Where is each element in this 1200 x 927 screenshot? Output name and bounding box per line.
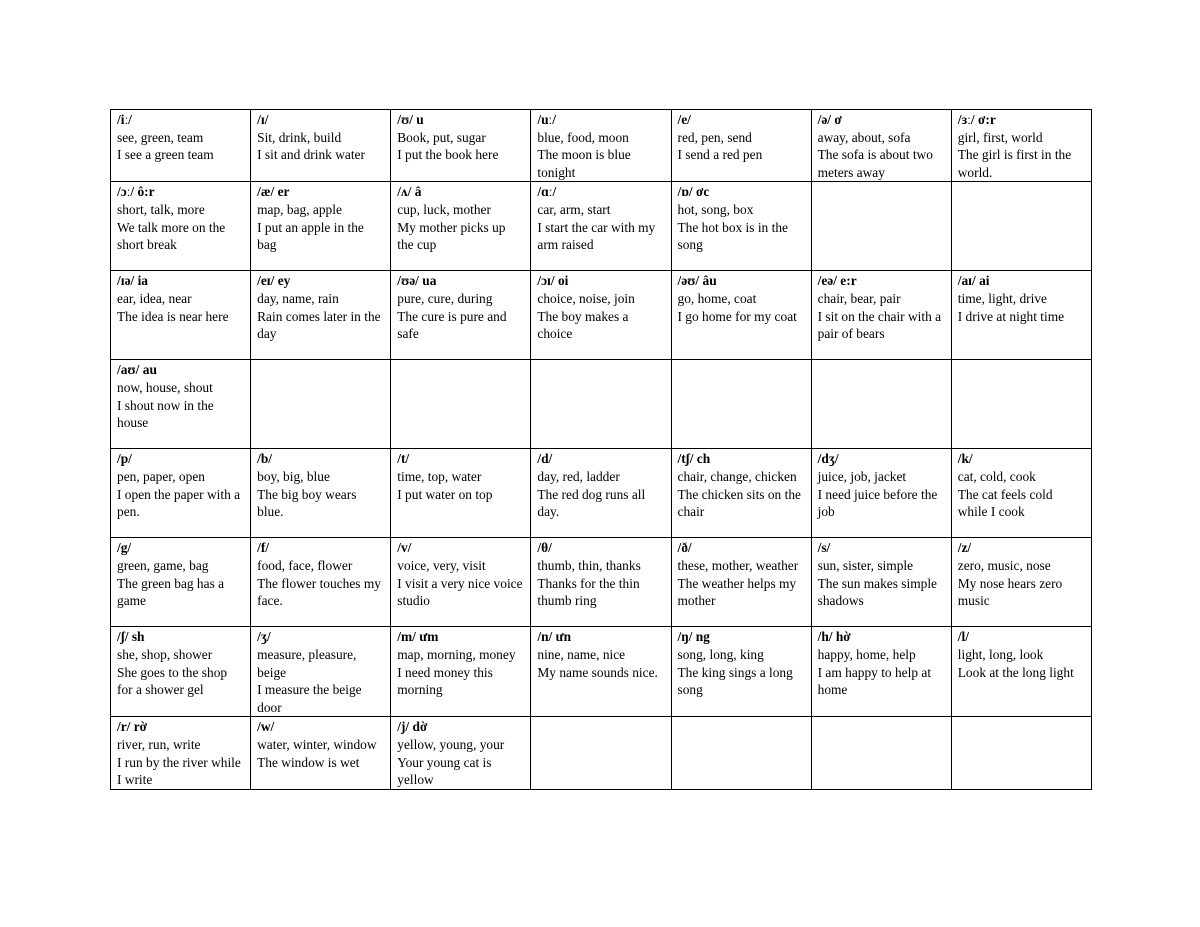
empty-cell <box>671 360 811 449</box>
example-sentence: The moon is blue tonight <box>537 147 631 180</box>
sound-cell <box>671 627 811 717</box>
phoneme-label: /eə/ e:r <box>817 273 857 289</box>
example-words: see, green, team <box>117 129 204 145</box>
table-row <box>111 182 1092 271</box>
phoneme-label: /dʒ/ <box>817 451 839 467</box>
example-words: cup, luck, mother <box>397 201 491 217</box>
table-row <box>111 717 1092 789</box>
sound-cell <box>531 110 671 182</box>
phoneme-label: /n/ ưn <box>537 629 572 645</box>
example-sentence: I measure the beige door <box>257 682 362 715</box>
empty-cell <box>531 717 671 789</box>
example-words: chair, bear, pair <box>817 290 901 306</box>
sound-cell <box>531 627 671 717</box>
example-words: Sit, drink, build <box>257 129 342 145</box>
example-sentence: I need money this morning <box>397 664 493 698</box>
example-words: day, name, rain <box>257 290 339 306</box>
table-row <box>111 538 1092 627</box>
example-words: cat, cold, cook <box>957 468 1036 484</box>
phoneme-label: /ɪə/ ia <box>117 273 148 289</box>
example-sentence: Your young cat is yellow <box>397 754 492 788</box>
example-sentence: The cure is pure and safe <box>397 308 507 342</box>
sound-cell <box>671 110 811 182</box>
empty-cell <box>951 182 1091 271</box>
phonetic-table <box>110 109 1092 790</box>
example-words: red, pen, send <box>677 129 752 145</box>
phoneme-label: /k/ <box>957 451 973 467</box>
example-sentence: The flower touches my face. <box>257 575 381 609</box>
example-sentence: I sit on the chair with a pair of bears <box>817 308 942 342</box>
example-words: river, run, write <box>117 736 201 752</box>
sound-cell <box>251 110 391 182</box>
empty-cell <box>811 360 951 449</box>
phoneme-label: /əʊ/ âu <box>677 273 717 289</box>
example-sentence: I drive at night time <box>957 308 1065 324</box>
phoneme-label: /iː/ <box>117 112 132 127</box>
sound-cell <box>111 538 251 627</box>
sound-cell <box>251 182 391 271</box>
phoneme-label: /b/ <box>257 451 273 467</box>
phoneme-label: /eɪ/ ey <box>257 273 291 289</box>
sound-cell <box>531 182 671 271</box>
empty-cell <box>671 717 811 789</box>
example-sentence: Thanks for the thin thumb ring <box>537 575 640 609</box>
phoneme-label: /t/ <box>397 451 410 467</box>
phoneme-label: /θ/ <box>537 540 552 556</box>
example-sentence: The red dog runs all day. <box>537 486 646 520</box>
example-words: chair, change, chicken <box>677 468 797 484</box>
sound-cell <box>811 449 951 538</box>
phoneme-label: /p/ <box>117 451 132 467</box>
phoneme-label: /l/ <box>957 629 969 645</box>
example-sentence: I am happy to help at home <box>817 664 932 698</box>
example-sentence: I need juice before the job <box>817 486 938 520</box>
example-words: pen, paper, open <box>117 468 205 484</box>
phoneme-label: /aɪ/ ai <box>957 273 990 289</box>
example-words: sun, sister, simple <box>817 557 914 573</box>
sound-cell <box>671 449 811 538</box>
example-words: hot, song, box <box>677 201 754 217</box>
phoneme-label: /tʃ/ ch <box>677 451 711 467</box>
table-row <box>111 449 1092 538</box>
example-sentence: I visit a very nice voice studio <box>397 575 523 609</box>
sound-cell <box>811 538 951 627</box>
phoneme-label: /ɒ/ ơc <box>677 184 710 200</box>
example-sentence: I put an apple in the bag <box>257 219 364 253</box>
example-words: measure, pleasure, beige <box>257 646 357 680</box>
example-sentence: The sun makes simple shadows <box>817 575 938 609</box>
sound-cell <box>111 449 251 538</box>
phoneme-label: /ð/ <box>677 540 692 556</box>
example-sentence: The weather helps my mother <box>677 575 797 609</box>
phoneme-label: /r/ rờ <box>117 719 148 735</box>
phoneme-label: /g/ <box>117 540 132 556</box>
sound-cell <box>391 182 531 271</box>
phoneme-label: /s/ <box>817 540 831 556</box>
example-words: away, about, sofa <box>817 129 911 145</box>
example-sentence: My name sounds nice. <box>537 664 658 680</box>
sound-cell <box>251 271 391 360</box>
example-words: ear, idea, near <box>117 290 192 306</box>
empty-cell <box>391 360 531 449</box>
sound-cell <box>671 271 811 360</box>
sound-cell <box>111 717 251 789</box>
example-words: nine, name, nice <box>537 646 626 662</box>
example-sentence: I go home for my coat <box>677 308 797 324</box>
phoneme-label: /aʊ/ au <box>117 362 157 378</box>
phoneme-label: /ɔɪ/ oi <box>537 273 569 289</box>
empty-cell <box>251 360 391 449</box>
sound-cell <box>251 449 391 538</box>
phoneme-label: /ʃ/ sh <box>117 629 145 645</box>
phoneme-label: /uː/ <box>537 112 556 127</box>
example-sentence: The sofa is about two meters away <box>817 147 933 180</box>
example-words: now, house, shout <box>117 379 213 395</box>
empty-cell <box>951 717 1091 789</box>
sound-cell <box>951 449 1091 538</box>
sound-cell <box>531 449 671 538</box>
phoneme-label: /æ/ er <box>257 184 290 200</box>
sound-cell <box>391 717 531 789</box>
table-row <box>111 110 1092 182</box>
phoneme-label: /ɑː/ <box>537 184 557 200</box>
example-words: food, face, flower <box>257 557 353 573</box>
sound-cell <box>951 271 1091 360</box>
sound-cell <box>251 538 391 627</box>
example-sentence: I put water on top <box>397 486 493 502</box>
example-sentence: I put the book here <box>397 147 499 163</box>
phoneme-label: /z/ <box>957 540 972 556</box>
empty-cell <box>811 182 951 271</box>
example-sentence: I sit and drink water <box>257 147 365 163</box>
example-sentence: I run by the river while I write <box>117 754 241 788</box>
example-sentence: The boy makes a choice <box>537 308 629 342</box>
example-words: car, arm, start <box>537 201 611 217</box>
example-sentence: I see a green team <box>117 147 214 163</box>
sound-cell <box>111 182 251 271</box>
example-sentence: I shout now in the house <box>117 397 214 431</box>
example-sentence: I start the car with my arm raised <box>537 219 656 253</box>
example-sentence: My mother picks up the cup <box>397 219 506 253</box>
sound-cell <box>811 110 951 182</box>
sound-cell <box>811 627 951 717</box>
phoneme-label: /ŋ/ ng <box>677 629 710 645</box>
empty-cell <box>951 360 1091 449</box>
phoneme-label: /e/ <box>677 112 691 127</box>
sound-cell <box>251 717 391 789</box>
example-words: happy, home, help <box>817 646 916 662</box>
phoneme-label: /v/ <box>397 540 412 556</box>
phoneme-label: /ə/ ơ <box>817 112 842 127</box>
phoneme-label: /ʊə/ ua <box>397 273 437 289</box>
phoneme-label: /m/ ưm <box>397 629 439 645</box>
example-words: blue, food, moon <box>537 129 629 145</box>
example-words: map, morning, money <box>397 646 516 662</box>
sound-cell <box>671 538 811 627</box>
sound-cell <box>391 271 531 360</box>
sound-cell <box>111 110 251 182</box>
example-sentence: Rain comes later in the day <box>257 308 381 342</box>
example-sentence: The chicken sits on the chair <box>677 486 801 520</box>
phoneme-label: /ɜː/ ơ:r <box>957 112 996 127</box>
example-words: Book, put, sugar <box>397 129 486 145</box>
sound-cell <box>251 627 391 717</box>
example-words: go, home, coat <box>677 290 757 306</box>
example-words: short, talk, more <box>117 201 205 217</box>
table-row <box>111 360 1092 449</box>
phoneme-label: /ʌ/ â <box>397 184 422 200</box>
example-words: boy, big, blue <box>257 468 330 484</box>
sound-cell <box>951 110 1091 182</box>
example-words: time, top, water <box>397 468 482 484</box>
sound-cell <box>111 271 251 360</box>
example-sentence: My nose hears zero music <box>957 575 1063 609</box>
example-words: water, winter, window <box>257 736 377 752</box>
phoneme-label: /ɔː/ ô:r <box>117 184 155 200</box>
example-words: yellow, young, your <box>397 736 505 752</box>
phoneme-label: /ɪ/ <box>257 112 269 127</box>
table-row <box>111 271 1092 360</box>
example-words: song, long, king <box>677 646 764 662</box>
example-words: green, game, bag <box>117 557 209 573</box>
phoneme-label: /ʒ/ <box>257 629 271 645</box>
example-words: light, long, look <box>957 646 1044 662</box>
sound-cell <box>531 271 671 360</box>
sound-cell <box>391 110 531 182</box>
table-row <box>111 627 1092 717</box>
sound-cell <box>951 627 1091 717</box>
sound-cell <box>671 182 811 271</box>
example-sentence: The green bag has a game <box>117 575 225 609</box>
example-sentence: I open the paper with a pen. <box>117 486 241 520</box>
example-sentence: She goes to the shop for a shower gel <box>117 664 228 698</box>
example-words: thumb, thin, thanks <box>537 557 641 573</box>
sound-cell <box>391 538 531 627</box>
phoneme-label: /w/ <box>257 719 275 735</box>
phoneme-label: /ʊ/ u <box>397 112 424 127</box>
sound-cell <box>391 449 531 538</box>
example-words: time, light, drive <box>957 290 1048 306</box>
phonetics-sheet <box>110 109 1091 790</box>
sound-cell <box>951 538 1091 627</box>
example-sentence: I send a red pen <box>677 147 763 163</box>
example-sentence: The big boy wears blue. <box>257 486 357 520</box>
example-words: she, shop, shower <box>117 646 213 662</box>
empty-cell <box>811 717 951 789</box>
sound-cell <box>111 627 251 717</box>
phoneme-label: /f/ <box>257 540 270 556</box>
example-sentence: The hot box is in the song <box>677 219 788 253</box>
example-sentence: The idea is near here <box>117 308 229 324</box>
example-sentence: Look at the long light <box>957 664 1074 680</box>
example-words: voice, very, visit <box>397 557 486 573</box>
example-words: day, red, ladder <box>537 468 620 484</box>
sound-cell <box>811 271 951 360</box>
example-sentence: The king sings a long song <box>677 664 793 698</box>
example-words: map, bag, apple <box>257 201 342 217</box>
sound-cell <box>111 360 251 449</box>
empty-cell <box>531 360 671 449</box>
table-body <box>111 110 1092 790</box>
example-sentence: We talk more on the short break <box>117 219 226 253</box>
sound-cell <box>391 627 531 717</box>
phoneme-label: /d/ <box>537 451 553 467</box>
example-sentence: The cat feels cold while I cook <box>957 486 1053 520</box>
phoneme-label: /j/ dờ <box>397 719 428 735</box>
example-words: juice, job, jacket <box>817 468 907 484</box>
phoneme-label: /h/ hờ <box>817 629 851 645</box>
example-words: girl, first, world <box>957 129 1043 145</box>
example-sentence: The girl is first in the world. <box>957 147 1072 180</box>
example-sentence: The window is wet <box>257 754 360 770</box>
example-words: choice, noise, join <box>537 290 635 306</box>
example-words: pure, cure, during <box>397 290 493 306</box>
example-words: zero, music, nose <box>957 557 1051 573</box>
example-words: these, mother, weather <box>677 557 799 573</box>
sound-cell <box>531 538 671 627</box>
